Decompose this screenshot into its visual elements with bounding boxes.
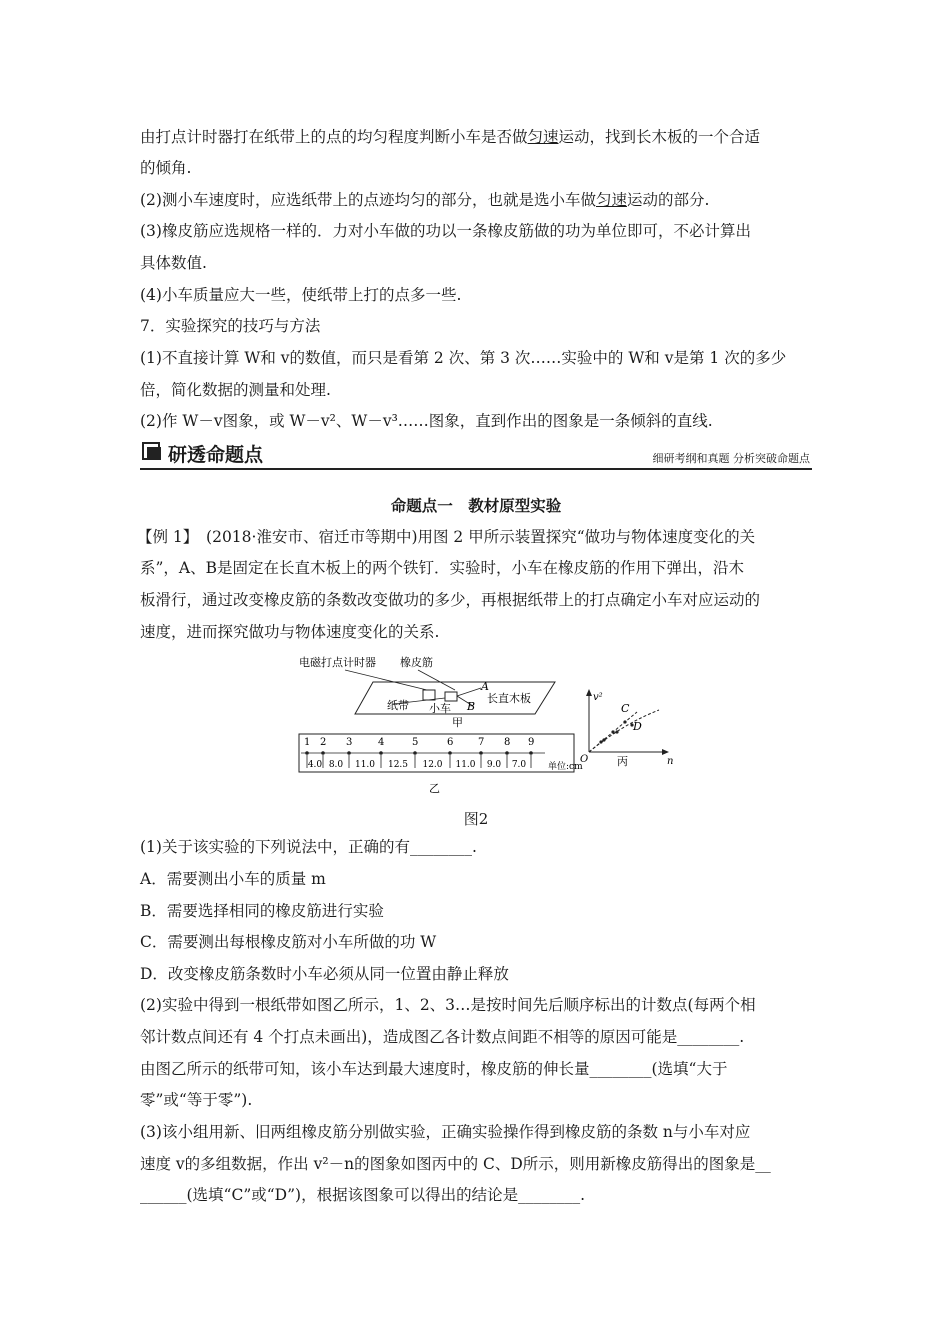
car-icon — [445, 692, 457, 701]
graph-D-label: D — [633, 720, 642, 733]
tape-point-label: 9 — [528, 737, 535, 748]
tape-point-label: 3 — [346, 737, 353, 748]
tape-distance: 9.0 — [486, 760, 502, 770]
text-line — [140, 190, 812, 210]
tape-point-label: 7 — [478, 737, 485, 748]
text-line: 的倾角. — [140, 159, 192, 177]
label-timer: 电磁打点计时器 — [299, 656, 376, 669]
option-d: D．改变橡皮筋条数时小车必须从同一位置由静止释放 — [140, 965, 509, 983]
tape-point-label: 6 — [447, 737, 454, 748]
tape-distance: 4.0 — [307, 760, 323, 770]
question-line: 速度 v的多组数据，作出 v²－n的图象如图丙中的 C、D所示，则用新橡皮筋得出的图象是__ — [140, 1155, 771, 1173]
text-span: 运动，找到长木板的一个合适 — [558, 128, 761, 146]
question-line: (3)该小组用新、旧两组橡皮筋分别做实验，正确实验操作得到橡皮筋的条数 n与小车对应 — [140, 1123, 751, 1141]
tape-distance: 11.0 — [455, 760, 476, 770]
label-band: 橡皮筋 — [400, 656, 433, 669]
example-line: 板滑行，通过改变橡皮筋的条数改变做功的多少，再根据纸带上的打点确定小车对应运动的 — [140, 591, 761, 609]
graph-C-label: C — [621, 702, 630, 715]
graph-origin: O — [580, 754, 589, 765]
tape-distance: 12.5 — [387, 760, 409, 770]
text-line: (2)作 W－v图象，或 W－v²、W－v³……图象，直到作出的图象是一条倾斜的直线. — [140, 412, 713, 430]
question-line: ______(选填“C”或“D”)，根据该图象可以得出的结论是________. — [140, 1186, 586, 1204]
tape-point-label: 5 — [412, 737, 419, 748]
text-span: 由打点计时器打在纸带上的点的均匀程度判断小车是否做 — [140, 128, 528, 146]
text-line: (3)橡皮筋应选规格一样的．力对小车做的功以一条橡皮筋做的功为单位即可，不必计算出 — [140, 222, 751, 240]
tape-unit: 单位:cm — [548, 762, 583, 772]
banner-square-icon — [142, 442, 160, 460]
tape-distance: 8.0 — [328, 760, 344, 770]
option-a: A．需要测出小车的质量 m — [140, 870, 326, 888]
tape-distance: 7.0 — [511, 760, 527, 770]
tape-marks — [301, 737, 545, 770]
section-heading: 命题点一 教材原型实验 — [390, 497, 562, 515]
example-line: 【例 1】 (2018·淮安市、宿迁市等期中)用图 2 甲所示装置探究“做功与物体速度变化的关 — [137, 528, 756, 546]
label-yi: 乙 — [429, 782, 440, 795]
graph-y-label: v² — [593, 692, 603, 703]
text-line: (1)不直接计算 W和 v的数值，而只是看第 2 次、第 3 次……实验中的 W和 v是第 1 次的多少 — [140, 349, 787, 367]
banner-tagline: 细研考纲和真题 分析突破命题点 — [652, 452, 810, 465]
experiment-figure — [295, 652, 675, 797]
label-car: 小车 — [429, 702, 451, 715]
text-line: (4)小车质量应大一些，使纸带上打的点多一些. — [140, 286, 462, 304]
question-line: 零”或“等于零”). — [140, 1091, 253, 1109]
question-line: 邻计数点间还有 4 个打点未画出)，造成图乙各计数点间距不相等的原因可能是________. — [140, 1028, 745, 1046]
underlined-word: 匀速 — [527, 128, 559, 146]
question-line: (1)关于该实验的下列说法中，正确的有________. — [140, 838, 477, 856]
example-line: 速度，进而探究做功与物体速度变化的关系. — [140, 623, 440, 641]
banner-title: 研透命题点 — [168, 444, 264, 466]
section-banner — [140, 438, 812, 470]
label-jia: 甲 — [452, 716, 463, 729]
curve-D — [589, 710, 659, 752]
figure-caption: 图2 — [463, 810, 489, 828]
underlined-word: 匀速 — [595, 191, 627, 209]
tape-point-label: 4 — [378, 737, 385, 748]
tape-point-label: 8 — [504, 737, 511, 748]
tape-distance: 12.0 — [422, 760, 443, 770]
question-line: 由图乙所示的纸带可知，该小车达到最大速度时，橡皮筋的伸长量________(选填“大于 — [140, 1060, 728, 1078]
tape-point-label: 1 — [304, 737, 311, 748]
option-b: B．需要选择相同的橡皮筋进行实验 — [140, 902, 384, 920]
example-line: 系”，A、B是固定在长直木板上的两个铁钉．实验时，小车在橡皮筋的作用下弹出，沿木 — [140, 559, 745, 577]
tape-distance: 11.0 — [354, 760, 376, 770]
option-c: C．需要测出每根橡皮筋对小车所做的功 W — [140, 933, 437, 951]
text-span: (2)测小车速度时，应选纸带上的点迹均匀的部分，也就是选小车做 — [140, 191, 596, 209]
text-line: 具体数值. — [140, 254, 207, 272]
text-line — [140, 127, 812, 147]
label-B: B — [467, 700, 476, 713]
label-tape: 纸带 — [387, 699, 409, 712]
label-A: A — [481, 680, 489, 693]
text-span: 运动的部分. — [626, 191, 710, 209]
tape-point-label: 2 — [320, 737, 327, 748]
timer-icon — [423, 690, 435, 700]
label-bing: 丙 — [617, 755, 628, 768]
text-line: 7．实验探究的技巧与方法 — [140, 317, 321, 335]
graph-x-label: n — [667, 756, 674, 767]
question-line: (2)实验中得到一根纸带如图乙所示，1、2、3…是按时间先后顺序标出的计数点(每两个相 — [140, 996, 756, 1014]
label-board: 长直木板 — [487, 692, 531, 705]
text-line: 倍，简化数据的测量和处理. — [140, 381, 331, 399]
